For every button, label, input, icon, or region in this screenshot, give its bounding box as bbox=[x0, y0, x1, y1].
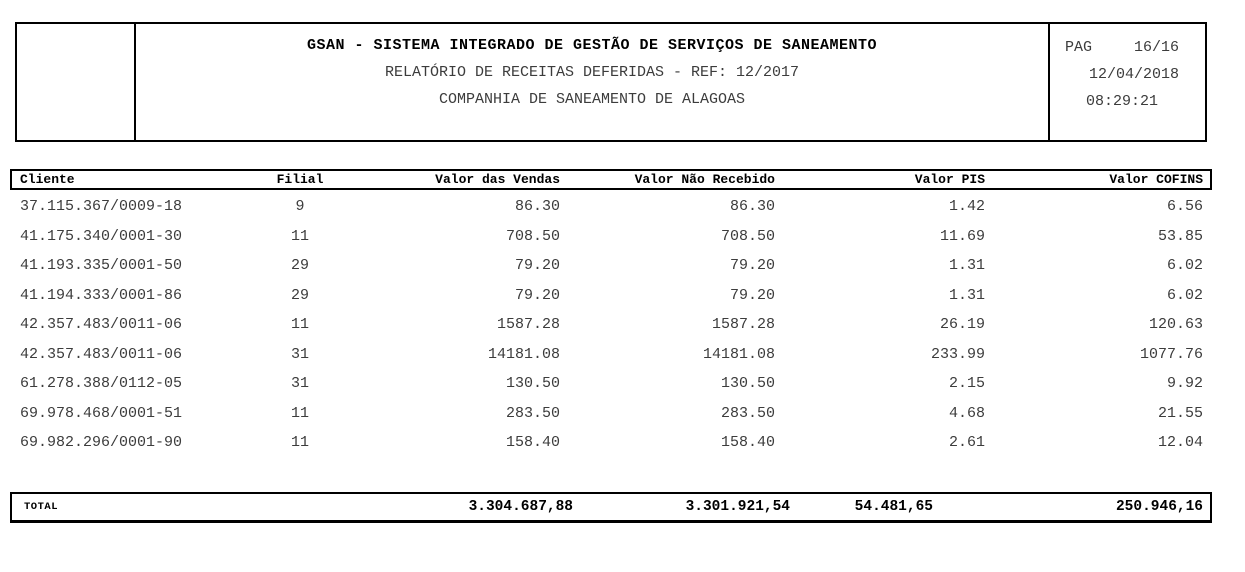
cell-filial: 29 bbox=[290, 286, 309, 304]
table-row bbox=[10, 369, 1212, 399]
total-valor-vendas: 3.304.687,88 bbox=[468, 499, 573, 515]
cell-valor-nao-recebido: 158.40 bbox=[720, 434, 775, 452]
table-row bbox=[10, 399, 1212, 429]
cell-cliente: 69.978.468/0001-51 bbox=[20, 404, 183, 422]
cell-valor-vendas: 130.50 bbox=[505, 375, 560, 393]
cell-valor-cofins: 6.56 bbox=[1166, 198, 1203, 216]
column-header-valor-nao-recebido: Valor Não Recebido bbox=[634, 172, 775, 187]
cell-valor-cofins: 9.92 bbox=[1166, 375, 1203, 393]
total-valor-pis: 54.481,65 bbox=[854, 499, 933, 515]
cell-cliente: 41.193.335/0001-50 bbox=[20, 257, 183, 275]
cell-cliente: 41.194.333/0001-86 bbox=[20, 286, 183, 304]
cell-valor-nao-recebido: 1587.28 bbox=[711, 316, 775, 334]
cell-valor-cofins: 120.63 bbox=[1148, 316, 1203, 334]
report-header bbox=[15, 22, 1207, 142]
page-info-box bbox=[1048, 24, 1205, 140]
cell-filial: 11 bbox=[290, 316, 309, 334]
cell-filial: 11 bbox=[290, 434, 309, 452]
cell-valor-vendas: 158.40 bbox=[505, 434, 560, 452]
cell-valor-nao-recebido: 708.50 bbox=[720, 227, 775, 245]
cell-valor-pis: 1.31 bbox=[948, 286, 985, 304]
cell-filial: 29 bbox=[290, 257, 309, 275]
cell-cliente: 42.357.483/0011-06 bbox=[20, 316, 183, 334]
cell-valor-pis: 1.31 bbox=[948, 257, 985, 275]
total-row bbox=[10, 492, 1212, 523]
cell-valor-pis: 11.69 bbox=[939, 227, 985, 245]
system-title: GSAN - SISTEMA INTEGRADO DE GESTÃO DE SERVIÇOS DE SANEAMENTO bbox=[306, 37, 878, 54]
cell-filial: 31 bbox=[290, 375, 309, 393]
cell-filial: 31 bbox=[290, 345, 309, 363]
cell-filial: 11 bbox=[290, 227, 309, 245]
cell-filial: 9 bbox=[295, 198, 305, 216]
cell-valor-pis: 4.68 bbox=[948, 404, 985, 422]
cell-cliente: 69.982.296/0001-90 bbox=[20, 434, 183, 452]
cell-valor-vendas: 708.50 bbox=[505, 227, 560, 245]
cell-valor-vendas: 14181.08 bbox=[487, 345, 560, 363]
table-row bbox=[10, 310, 1212, 340]
logo-box bbox=[17, 24, 136, 140]
table-row bbox=[10, 428, 1212, 458]
column-header-valor-cofins: Valor COFINS bbox=[1109, 172, 1203, 187]
table-body bbox=[10, 192, 1212, 458]
cell-valor-cofins: 6.02 bbox=[1166, 257, 1203, 275]
total-label: TOTAL bbox=[24, 501, 59, 513]
total-valor-nao-recebido: 3.301.921,54 bbox=[685, 499, 790, 515]
table-header-row bbox=[10, 169, 1212, 190]
cell-valor-pis: 233.99 bbox=[930, 345, 985, 363]
table-row bbox=[10, 281, 1212, 311]
cell-valor-cofins: 1077.76 bbox=[1139, 345, 1203, 363]
cell-cliente: 37.115.367/0009-18 bbox=[20, 198, 183, 216]
column-header-valor-vendas: Valor das Vendas bbox=[435, 172, 560, 187]
cell-valor-vendas: 1587.28 bbox=[496, 316, 560, 334]
cell-valor-cofins: 12.04 bbox=[1157, 434, 1203, 452]
cell-valor-nao-recebido: 14181.08 bbox=[702, 345, 775, 363]
column-header-filial: Filial bbox=[276, 172, 324, 187]
cell-valor-vendas: 86.30 bbox=[514, 198, 560, 216]
cell-valor-nao-recebido: 79.20 bbox=[729, 286, 775, 304]
cell-valor-cofins: 6.02 bbox=[1166, 286, 1203, 304]
total-valor-cofins: 250.946,16 bbox=[1115, 499, 1203, 515]
table-row bbox=[10, 222, 1212, 252]
company-name: COMPANHIA DE SANEAMENTO DE ALAGOAS bbox=[438, 91, 746, 108]
page-number: 16/16 bbox=[1133, 39, 1179, 56]
cell-valor-cofins: 21.55 bbox=[1157, 404, 1203, 422]
report-header-center bbox=[136, 24, 1048, 140]
column-header-cliente: Cliente bbox=[20, 172, 75, 187]
table-row bbox=[10, 251, 1212, 281]
cell-cliente: 61.278.388/0112-05 bbox=[20, 375, 183, 393]
table-row bbox=[10, 192, 1212, 222]
cell-valor-nao-recebido: 86.30 bbox=[729, 198, 775, 216]
column-header-valor-pis: Valor PIS bbox=[914, 172, 985, 187]
report-name: RELATÓRIO DE RECEITAS DEFERIDAS - REF: 12/2017 bbox=[384, 64, 800, 81]
report-time: 08:29:21 bbox=[1085, 93, 1158, 110]
cell-valor-nao-recebido: 79.20 bbox=[729, 257, 775, 275]
cell-cliente: 42.357.483/0011-06 bbox=[20, 345, 183, 363]
cell-valor-pis: 2.15 bbox=[948, 375, 985, 393]
cell-valor-nao-recebido: 283.50 bbox=[720, 404, 775, 422]
cell-valor-pis: 1.42 bbox=[948, 198, 985, 216]
cell-valor-vendas: 79.20 bbox=[514, 286, 560, 304]
cell-valor-vendas: 283.50 bbox=[505, 404, 560, 422]
cell-filial: 11 bbox=[290, 404, 309, 422]
page-label: PAG bbox=[1065, 39, 1093, 56]
cell-valor-vendas: 79.20 bbox=[514, 257, 560, 275]
cell-valor-pis: 26.19 bbox=[939, 316, 985, 334]
cell-valor-nao-recebido: 130.50 bbox=[720, 375, 775, 393]
report-date: 12/04/2018 bbox=[1088, 66, 1179, 83]
cell-cliente: 41.175.340/0001-30 bbox=[20, 227, 183, 245]
cell-valor-cofins: 53.85 bbox=[1157, 227, 1203, 245]
cell-valor-pis: 2.61 bbox=[948, 434, 985, 452]
table-row bbox=[10, 340, 1212, 370]
